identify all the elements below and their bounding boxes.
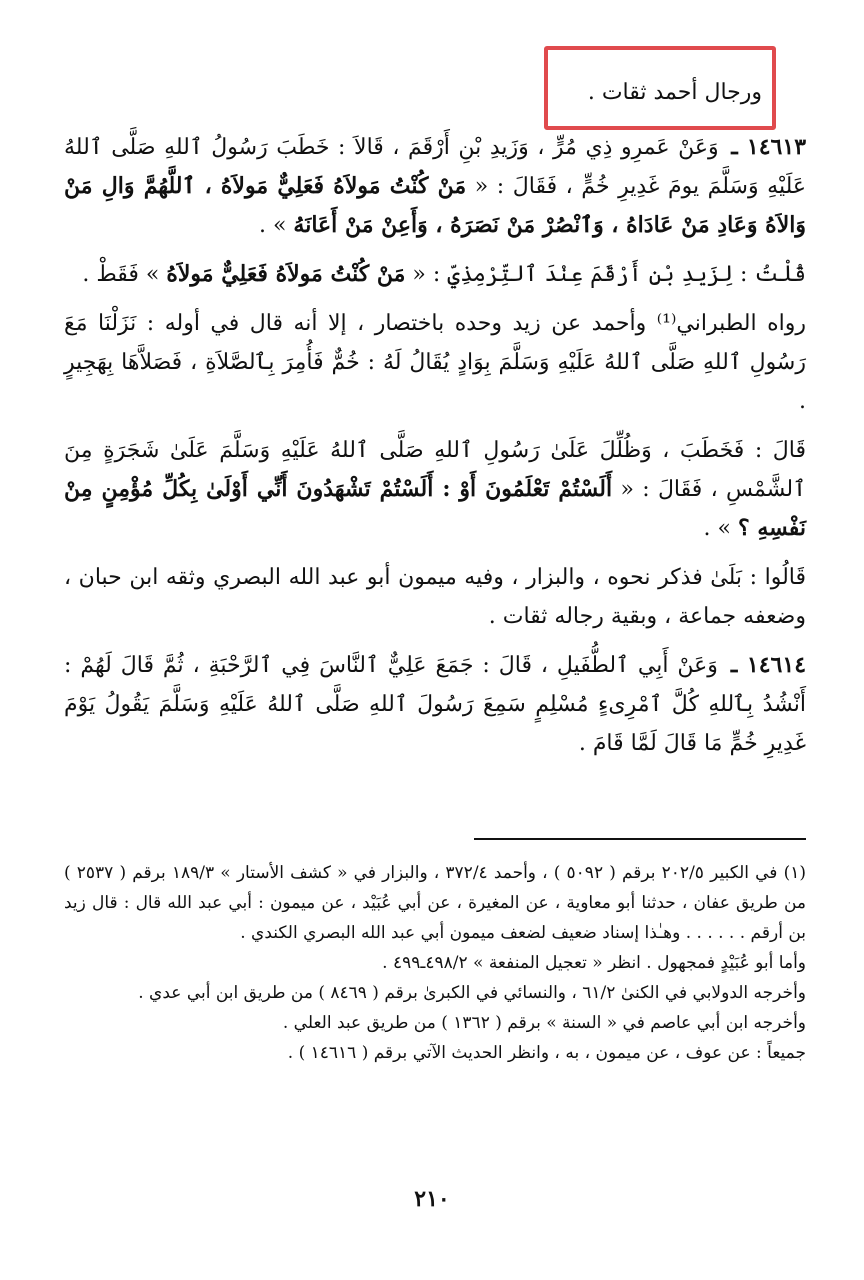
hadith-number: ١٤٦١٤ ـ	[730, 652, 807, 678]
comment-intro: قُلْتُ : لِزَيدِ بْنِ أَرْقَمَ عِنْدَ ٱلتِّرْمِذِيِّ : «	[412, 262, 806, 287]
hadith-quote-end: » .	[258, 213, 287, 238]
footnote-line: وأخرجه ابن أبي عاصم في « السنة » برقم ( ١٣٦٢ ) من طريق عبد العلي .	[282, 1013, 806, 1033]
comment-narrators: قَالُوا : بَلَىٰ فذكر نحوه ، والبزار ، وفيه ميمون أبو عبد الله البصري وثقه ابن حبان ، وضعفه جماعة ، وبقية رجاله ثقات .	[64, 565, 806, 629]
hadith-14613	[64, 128, 806, 245]
footnote-line: جميعاً : عن عوف ، عن ميمون ، به ، وانظر الحديث الآتي برقم ( ١٤٦١٦ ) .	[287, 1043, 806, 1063]
comment-intro: قَالَ : فَخَطَبَ ، وَظُلِّلَ عَلَىٰ رَسُولِ ٱللهِ صَلَّى ٱللهُ عَلَيْهِ وَسَلَّمَ عَلَىٰ شَجَرَةٍ مِنَ ٱلشَّمْسِ ، فَقَالَ : «	[64, 438, 806, 502]
hadith-text: وَعَنْ أَبِي ٱلطُّفَيلِ ، قَالَ : جَمَعَ عَلِيٌّ ٱلنَّاسَ فِي ٱلرَّحْبَةِ ، ثُمَّ قَالَ لَهُمْ : أَنْشُدُ بِٱللهِ كُلَّ ٱمْرِىءٍ مُسْلِمٍ سَمِعَ رَسُولَ ٱللهِ صَلَّى ٱللهُ عَلَيْهِ وَسَلَّمَ يَقُولُ يَوْمَ غَدِيرِ خُمٍّ مَا قَالَ لَمَّا قَامَ .	[64, 653, 806, 756]
comment-quote: مَنْ كُنْتُ مَولاَهُ فَعَلِيٌّ مَولاَهُ	[166, 261, 406, 287]
hadith-quote: مَنْ كُنْتُ مَولاَهُ فَعَلِيٌّ مَولاَهُ ، ٱللَّهُمَّ وَالِ مَنْ وَالاَهُ وَعَادِ مَنْ عَادَاهُ ، وَٱنْصُرْ مَنْ نَصَرَهُ ، وَأَعِنْ مَنْ أَعَانَهُ	[64, 173, 806, 238]
page-number: ٢١٠	[414, 1186, 450, 1212]
comment-tirmidhi	[64, 255, 806, 294]
comment-khutbah	[64, 431, 806, 548]
hadith-14614	[64, 646, 806, 763]
main-text	[64, 128, 806, 773]
hadith-intro: وَعَنْ عَمرِو ذِي مُرٍّ ، وَزَيدِ بْنِ أَرْقَمَ ، قَالاَ : خَطَبَ رَسُولُ ٱللهِ صَلَّى ٱللهُ عَلَيْهِ وَسَلَّمَ يومَ غَدِيرِ خُمٍّ ، فَقَالَ : «	[64, 135, 807, 199]
footnote-line: وأما أبو عُبَيْدٍ فمجهول . انظر « تعجيل المنفعة » ٤٩٨/٢ـ٤٩٩ .	[382, 953, 806, 973]
comment-quote: أَلَسْتُمْ تَعْلَمُونَ أَوْ : أَلَسْتُمْ تَشْهَدُونَ أَنِّي أَوْلَىٰ بِكُلِّ مُؤْمِنٍ مِنْ نَفْسِهِ ؟	[64, 476, 806, 541]
footnote-line: وأخرجه الدولابي في الكنىٰ ٦١/٢ ، والنسائي في الكبرىٰ برقم ( ٨٤٦٩ ) من طريق ابن أبي عدي .	[138, 983, 806, 1003]
comment-end: » .	[703, 516, 731, 541]
comment-end: » فَقَطْ .	[82, 262, 160, 287]
highlighted-text: ورجال أحمد ثقات .	[587, 80, 762, 105]
footnote-separator	[474, 838, 806, 840]
footnote-line: (١) في الكبير ٢٠٢/٥ برقم ( ٥٠٩٢ ) ، وأحمد ٣٧٢/٤ ، والبزار في « كشف الأستار » ١٨٩/٣ برقم ( ٢٥٣٧ ) من طريق عفان ، حدثنا أبو معاوية ، عن المغيرة ، عن أبي عُبَيْد ، عن ميمون : أبي عبد الله قال : قال زيد بن أرقم . . . . . . وهـٰذا إسناد ضعيف لضعف ميمون أبي عبد الله البصري الكندي .	[64, 863, 806, 943]
hadith-number: ١٤٦١٣ ـ	[731, 134, 807, 160]
comment-tabarani: رواه الطبراني⁽¹⁾ وأحمد عن زيد وحده باختصار ، إلا أنه قال في أوله : نَزَلْنَا مَعَ رَسُولِ ٱللهِ صَلَّى ٱللهُ عَلَيْهِ وَسَلَّمَ بِوَادٍ يُقَالُ لَهُ : خُمٌّ فَأُمِرَ بِٱلصَّلاَةِ ، فَصَلاَّهَا بِهَجِيرٍ .	[64, 311, 806, 414]
footnotes	[64, 858, 806, 1068]
